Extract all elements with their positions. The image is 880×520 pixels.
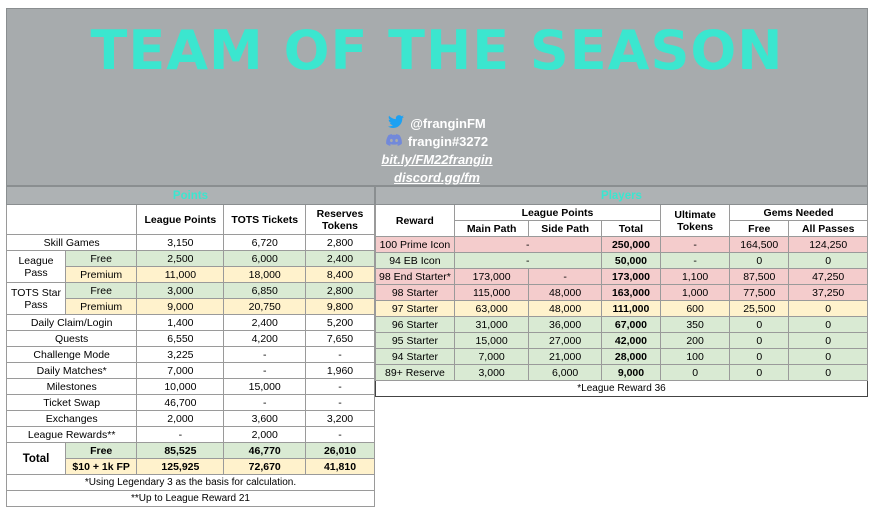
- table-row: 98 Starter 115,000 48,000 163,000 1,000 77,500 37,250: [376, 285, 868, 301]
- col-side-path: Side Path: [529, 221, 601, 237]
- players-table: [375, 186, 868, 397]
- table-row: Total Free 85,525 46,770 26,010: [7, 443, 375, 459]
- table-row: Milestones 10,000 15,000 -: [7, 379, 375, 395]
- discord-invite-link[interactable]: discord.gg/fm: [394, 170, 480, 185]
- table-row: Premium 9,000 20,750 9,800: [7, 299, 375, 315]
- table-row: Skill Games 3,150 6,720 2,800: [7, 235, 375, 251]
- col-main-path: Main Path: [454, 221, 529, 237]
- total-label: Total: [7, 443, 66, 475]
- col-all-passes: All Passes: [789, 221, 868, 237]
- table-row: $10 + 1k FP 125,925 72,670 41,810: [7, 459, 375, 475]
- table-row: 97 Starter 63,000 48,000 111,000 600 25,500 0: [376, 301, 868, 317]
- table-row: 94 Starter 7,000 21,000 28,000 100 0 0: [376, 349, 868, 365]
- twitter-text: @franginFM: [410, 116, 486, 131]
- table-row: TOTS Star Pass Free 3,000 6,850 2,800: [7, 283, 375, 299]
- page-title: TEAM OF THE SEASON: [90, 19, 784, 82]
- discord-handle[interactable]: [7, 133, 867, 152]
- twitter-icon: [388, 115, 404, 134]
- col-league-points: League Points: [137, 205, 224, 235]
- col-free: Free: [730, 221, 789, 237]
- footnote: **Up to League Reward 21: [7, 491, 375, 507]
- twitter-handle[interactable]: [7, 115, 867, 134]
- table-row: Premium 11,000 18,000 8,400: [7, 267, 375, 283]
- bitly-link[interactable]: bit.ly/FM22frangin: [381, 152, 493, 167]
- table-row: League Pass Free 2,500 6,000 2,400: [7, 251, 375, 267]
- table-row: 94 EB Icon - 50,000 - 0 0: [376, 253, 868, 269]
- points-table: [6, 186, 375, 507]
- discord-text: frangin#3272: [407, 134, 489, 149]
- table-row: 98 End Starter* 173,000 - 173,000 1,100 87,500 47,250: [376, 269, 868, 285]
- table-row: Daily Claim/Login 1,400 2,400 5,200: [7, 315, 375, 331]
- table-row: Quests 6,550 4,200 7,650: [7, 331, 375, 347]
- col-reserves-tokens: Reserves Tokens: [306, 205, 375, 235]
- footnote: *League Reward 36: [376, 381, 868, 397]
- col-tots-tickets: TOTS Tickets: [224, 205, 306, 235]
- table-row: Exchanges 2,000 3,600 3,200: [7, 411, 375, 427]
- table-row: 89+ Reserve 3,000 6,000 9,000 0 0 0: [376, 365, 868, 381]
- table-row: Daily Matches* 7,000 - 1,960: [7, 363, 375, 379]
- col-ultimate-tokens: Ultimate Tokens: [661, 205, 730, 237]
- table-row: 96 Starter 31,000 36,000 67,000 350 0 0: [376, 317, 868, 333]
- table-row: 100 Prime Icon - 250,000 - 164,500 124,250: [376, 237, 868, 253]
- table-row: Challenge Mode 3,225 - -: [7, 347, 375, 363]
- players-header: Players: [376, 187, 868, 205]
- col-league-points: League Points: [454, 205, 660, 221]
- points-header: Points: [7, 187, 375, 205]
- col-gems-needed: Gems Needed: [730, 205, 868, 221]
- col-total: Total: [601, 221, 660, 237]
- banner: [6, 8, 868, 186]
- discord-icon: [386, 134, 402, 152]
- footnote: *Using Legendary 3 as the basis for calculation.: [7, 475, 375, 491]
- table-row: 95 Starter 15,000 27,000 42,000 200 0 0: [376, 333, 868, 349]
- table-row: Ticket Swap 46,700 - -: [7, 395, 375, 411]
- col-reward: Reward: [376, 205, 455, 237]
- table-row: League Rewards** - 2,000 -: [7, 427, 375, 443]
